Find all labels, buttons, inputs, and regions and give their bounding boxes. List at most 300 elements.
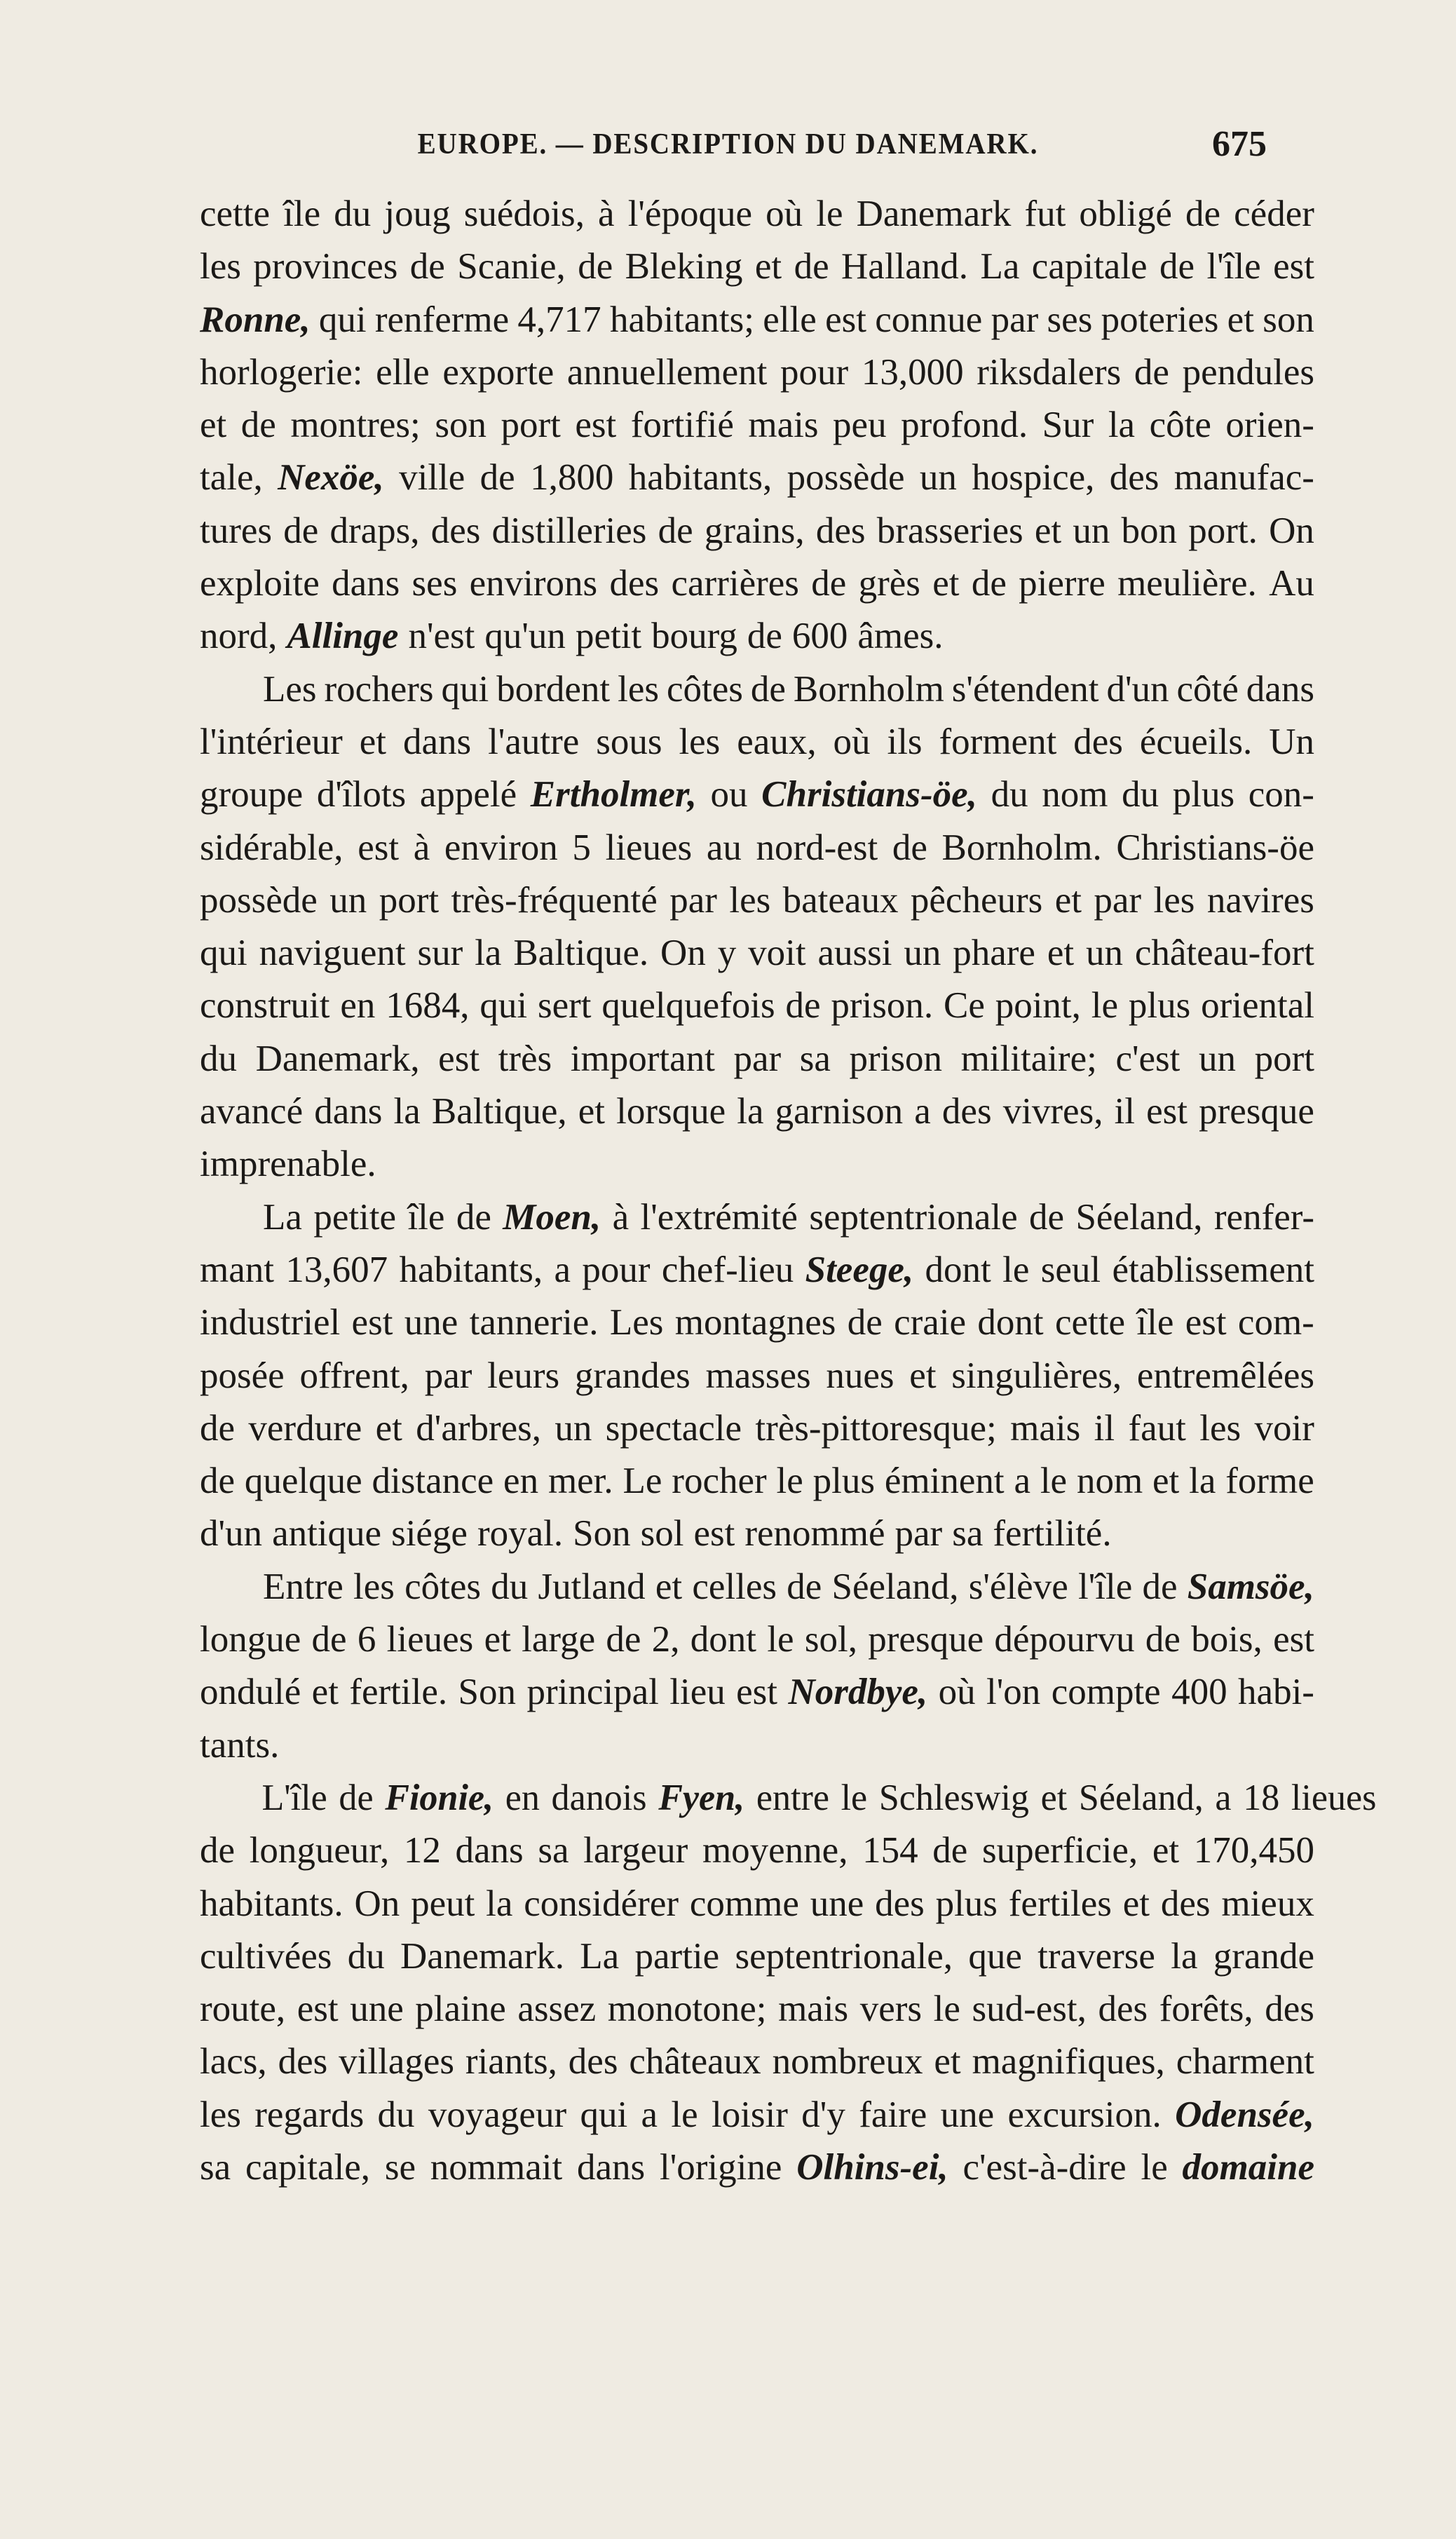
word: renommé — [744, 1513, 885, 1555]
word: spectacle — [605, 1407, 742, 1449]
word: des — [568, 2041, 618, 2083]
word: groupe — [200, 774, 304, 815]
word: petit — [575, 616, 642, 657]
word: mais — [778, 1989, 849, 2030]
word: des — [278, 2041, 328, 2083]
word: Danemark, — [255, 1038, 420, 1079]
word: il — [1094, 1407, 1115, 1449]
word: joug — [384, 194, 451, 234]
word: 2, — [651, 1619, 680, 1660]
word: profond. — [901, 405, 1028, 446]
word: navires — [1206, 879, 1314, 921]
text-line — [200, 663, 1314, 716]
word: l'on — [986, 1672, 1041, 1713]
word: la — [1189, 1461, 1216, 1502]
text-line — [200, 980, 1314, 1032]
word: On — [354, 1883, 400, 1924]
word: de — [200, 1461, 236, 1502]
text-line — [200, 1085, 1314, 1138]
word: 1684, — [386, 985, 470, 1027]
word: de — [1185, 194, 1221, 234]
word: et — [484, 1619, 511, 1660]
word: est — [693, 1513, 735, 1555]
word: faut — [1128, 1407, 1186, 1449]
text-line — [200, 1191, 1314, 1244]
word: les — [1199, 1407, 1241, 1449]
word: est — [438, 1038, 480, 1079]
word: de — [1159, 246, 1195, 287]
word: en — [340, 985, 376, 1027]
word: et — [1122, 1883, 1150, 1924]
word: 13,607 — [285, 1249, 388, 1290]
word: montagnes — [674, 1302, 836, 1343]
word: son — [435, 405, 487, 446]
text-line — [200, 1296, 1314, 1349]
word: a — [1215, 1777, 1232, 1818]
word: et — [1227, 299, 1254, 340]
word: Baltique, — [431, 1091, 567, 1132]
word: de — [578, 246, 613, 287]
word: Nordbye, — [788, 1672, 928, 1713]
word: et — [311, 1672, 339, 1713]
word: danois — [551, 1777, 647, 1818]
word: Les — [609, 1302, 664, 1343]
word: en — [505, 1777, 540, 1818]
word: bateaux — [782, 879, 899, 921]
word: sa — [200, 2146, 231, 2188]
word: Séeland, — [831, 1566, 959, 1607]
word: dépourvu — [994, 1619, 1135, 1660]
word: qui — [479, 985, 528, 1027]
word: fertile. — [349, 1672, 448, 1713]
word: appelé — [419, 774, 517, 815]
word: d'un — [1106, 668, 1169, 710]
word: la — [1108, 405, 1136, 446]
word: et — [1034, 510, 1062, 551]
word: Ce — [943, 985, 985, 1027]
word: âmes. — [857, 616, 944, 657]
word: qui — [441, 668, 489, 710]
word: plaine — [415, 1989, 506, 2030]
word: est — [351, 1302, 393, 1343]
word: presque — [868, 1619, 984, 1660]
word: par — [669, 879, 717, 921]
word: longueur, — [249, 1830, 390, 1871]
word: nues — [826, 1355, 894, 1396]
word: le — [933, 1989, 960, 2030]
word: annuellement — [566, 351, 768, 393]
word: qui — [318, 299, 367, 340]
word: l'origine — [660, 2146, 782, 2188]
text-line — [200, 1350, 1314, 1402]
word: des — [1073, 721, 1123, 762]
word: Ronne, — [200, 299, 311, 340]
word: au — [706, 827, 742, 868]
word: lieues — [1291, 1777, 1377, 1818]
word: de — [785, 985, 821, 1027]
word: naviguent — [259, 933, 406, 974]
text-line — [200, 1983, 1314, 2036]
word: sert — [537, 985, 592, 1027]
word: les — [1153, 879, 1195, 921]
word: voyageur — [428, 2094, 567, 2135]
word: route, — [200, 1989, 286, 2030]
word: 600 — [791, 616, 848, 657]
word: se — [384, 2146, 416, 2188]
word: un — [329, 879, 367, 921]
word: l'île — [1077, 1566, 1133, 1607]
word: pierre — [1019, 563, 1105, 604]
word: son — [1263, 299, 1314, 340]
word: une — [940, 2094, 995, 2135]
word: Au — [1269, 563, 1314, 604]
word: les — [200, 246, 241, 287]
word: de — [1142, 1566, 1178, 1607]
word: écueils. — [1139, 721, 1253, 762]
word: une — [350, 1989, 404, 2030]
word: île — [1136, 1302, 1174, 1343]
word: des — [815, 510, 866, 551]
word: ils — [887, 721, 923, 762]
word: pour — [780, 351, 849, 393]
text-line — [200, 399, 1314, 452]
word: dont — [977, 1302, 1044, 1343]
word: industriel — [200, 1302, 341, 1343]
word: largeur — [583, 1830, 688, 1871]
word: domaine — [1182, 2146, 1314, 2188]
word: cette — [1055, 1302, 1126, 1343]
word: habitants, — [399, 1249, 543, 1290]
word: pêcheurs — [910, 879, 1043, 921]
text-line — [200, 1508, 1314, 1560]
word: mer. — [547, 1461, 613, 1502]
word: Sur — [1042, 405, 1094, 446]
text-line — [200, 2089, 1314, 2141]
word: entremêlées — [1136, 1355, 1314, 1396]
word: tale, — [200, 457, 263, 499]
word: le — [1040, 1461, 1068, 1502]
word: Jutland — [538, 1566, 646, 1607]
word: dans — [1246, 668, 1314, 710]
word: où — [833, 721, 871, 762]
word: côtes — [666, 668, 743, 710]
word: dans — [314, 1091, 383, 1132]
word: île — [407, 1196, 445, 1238]
word: septentrionale — [809, 1196, 1018, 1238]
word: dans — [577, 2146, 646, 2188]
word: dans — [402, 721, 472, 762]
word: 154 — [862, 1830, 918, 1871]
word: grès — [858, 563, 920, 604]
word: On — [660, 933, 706, 974]
word: verdure — [248, 1407, 362, 1449]
word: où — [938, 1672, 976, 1713]
word: grains, — [704, 510, 805, 551]
word: a — [1014, 1461, 1030, 1502]
word: et — [1040, 1777, 1068, 1818]
word: par — [733, 1038, 782, 1079]
word: un — [1198, 1038, 1236, 1079]
word: et — [1047, 933, 1075, 974]
word: L'île — [261, 1777, 327, 1818]
word: établissement — [1112, 1249, 1314, 1290]
page-header — [0, 124, 1456, 177]
word: distilleries — [491, 510, 647, 551]
text-line — [200, 927, 1314, 980]
word: s'étendent — [951, 668, 1099, 710]
word: nom — [1076, 1461, 1143, 1502]
word: Séeland, — [1075, 1196, 1203, 1238]
word: Christians-öe — [1116, 827, 1314, 868]
word: le — [671, 2094, 698, 2135]
word: poteries — [1101, 299, 1219, 340]
word: très-pittoresque; — [755, 1407, 997, 1449]
word: Odensée, — [1175, 2094, 1314, 2135]
word: tants. — [200, 1724, 280, 1766]
word: bois, — [1191, 1619, 1263, 1660]
word: provinces — [253, 246, 398, 287]
word: port — [1254, 1038, 1314, 1079]
word: prison — [849, 1038, 942, 1079]
word: Entre — [263, 1566, 343, 1607]
word: le — [1141, 2146, 1168, 2188]
word: de — [971, 563, 1007, 604]
word: septentrionale, — [735, 1935, 953, 1977]
word: important — [570, 1038, 715, 1079]
word: la — [1171, 1935, 1198, 1977]
word: con- — [1248, 774, 1314, 815]
word: port — [501, 405, 561, 446]
word: bourg — [651, 616, 737, 657]
word: port — [379, 879, 440, 921]
word: nom — [1042, 774, 1108, 815]
word: draps, — [329, 510, 420, 551]
word: phare — [953, 933, 1035, 974]
word: où — [766, 194, 803, 234]
word: l'époque — [627, 194, 753, 234]
word: plus — [935, 1883, 998, 1924]
word: par — [991, 299, 1039, 340]
word: singulières, — [951, 1355, 1122, 1396]
word: nommait — [430, 2146, 563, 2188]
word: cette — [200, 194, 271, 234]
word: du — [334, 194, 372, 234]
word: la — [393, 1091, 421, 1132]
word: l'autre — [488, 721, 580, 762]
word: d'îlots — [316, 774, 407, 815]
word: Son — [458, 1672, 517, 1713]
word: a — [641, 2094, 658, 2135]
word: large — [522, 1619, 596, 1660]
text-line — [200, 1244, 1314, 1296]
word: c'est — [1115, 1038, 1181, 1079]
word: est — [297, 1989, 339, 2030]
word: grande — [1213, 1935, 1314, 1977]
word: garnison — [775, 1091, 904, 1132]
word: île — [283, 194, 321, 234]
word: brasseries — [876, 510, 1023, 551]
word: aussi — [817, 933, 892, 974]
word: vers — [859, 1989, 923, 2030]
word: pour — [582, 1249, 651, 1290]
word: du — [347, 1935, 385, 1977]
word: superficie, — [981, 1830, 1138, 1871]
word: Fyen, — [658, 1777, 745, 1818]
word: le — [767, 1619, 794, 1660]
word: s'élève — [968, 1566, 1068, 1607]
text-line — [200, 1666, 1314, 1719]
word: charment — [1176, 2041, 1314, 2083]
word: 12 — [403, 1830, 441, 1871]
word: obligé — [1079, 194, 1172, 234]
word: peu — [833, 405, 887, 446]
text-line — [200, 346, 1314, 399]
word: rocher — [672, 1461, 767, 1502]
word: eaux, — [737, 721, 817, 762]
word: le — [1091, 985, 1119, 1027]
word: est — [736, 1672, 778, 1713]
word: lieues — [386, 1619, 474, 1660]
word: dans — [332, 563, 400, 604]
word: sa — [799, 1038, 831, 1079]
word: regards — [254, 2094, 365, 2135]
text-line — [200, 557, 1314, 610]
word: presque — [1199, 1091, 1314, 1132]
text-line — [200, 1402, 1314, 1455]
word: nord, — [200, 616, 278, 657]
word: Danemark — [856, 194, 1012, 234]
word: fortifié — [630, 405, 734, 446]
word: magnifiques, — [972, 2041, 1165, 2083]
word: à — [612, 1196, 630, 1238]
word: des — [1109, 457, 1159, 499]
text-line — [200, 1878, 1314, 1930]
word: traverse — [1037, 1935, 1155, 1977]
word: ses — [411, 563, 458, 604]
word: sud-est, — [972, 1989, 1087, 2030]
word: la — [475, 933, 502, 974]
word: connue — [875, 299, 983, 340]
word: royal. — [477, 1513, 564, 1555]
word: un — [1085, 933, 1123, 974]
word: plus — [1128, 985, 1191, 1027]
word: des — [609, 563, 660, 604]
word: forêts, — [1159, 1989, 1253, 2030]
word: des — [1098, 1989, 1148, 2030]
word: militaire; — [960, 1038, 1097, 1079]
word: 400 — [1171, 1672, 1227, 1713]
word: capitale, — [245, 2146, 370, 2188]
word: qu'un — [484, 616, 566, 657]
word: un — [1073, 510, 1110, 551]
word: elle — [376, 351, 430, 393]
word: sidérable, — [200, 827, 343, 868]
word: qui — [200, 933, 247, 974]
word: d'y — [801, 2094, 845, 2135]
word: lorsque — [616, 1091, 726, 1132]
word: loisir — [711, 2094, 788, 2135]
word: de — [200, 1407, 236, 1449]
word: 13,000 — [861, 351, 964, 393]
word: y — [717, 933, 737, 974]
word: et — [1054, 879, 1082, 921]
word: port. — [1188, 510, 1258, 551]
text-line — [200, 2036, 1314, 2088]
word: point, — [995, 985, 1081, 1027]
word: de — [339, 1777, 374, 1818]
word: ou — [710, 774, 748, 815]
word: de — [479, 457, 515, 499]
word: 6 — [357, 1619, 376, 1660]
word: Schleswig — [878, 1777, 1029, 1818]
word: de — [606, 1619, 641, 1660]
word: est — [575, 405, 617, 446]
word: lieues — [605, 827, 693, 868]
word: forment — [939, 721, 1057, 762]
word: voir — [1254, 1407, 1314, 1449]
word: fertiles — [1008, 1883, 1112, 1924]
text-line — [200, 1033, 1314, 1085]
word: des — [941, 1091, 992, 1132]
word: orien- — [1225, 405, 1314, 446]
word: et — [578, 1091, 606, 1132]
word: La — [980, 246, 1020, 287]
word: voit — [748, 933, 806, 974]
word: Fionie, — [385, 1777, 494, 1818]
word: considérer — [524, 1883, 679, 1924]
word: est — [825, 299, 866, 340]
text-line — [200, 822, 1314, 874]
word: sol, — [804, 1619, 857, 1660]
word: habitants. — [200, 1883, 343, 1924]
text-line — [200, 1455, 1314, 1508]
word: tannerie. — [469, 1302, 599, 1343]
word: fertilité. — [993, 1513, 1112, 1555]
word: tures — [200, 510, 273, 551]
word: forme — [1225, 1461, 1314, 1502]
word: Scanie, — [457, 246, 566, 287]
word: Son — [573, 1513, 631, 1555]
word: et — [934, 2041, 961, 2083]
word: grandes — [574, 1355, 690, 1396]
word: les — [679, 721, 721, 762]
word: de — [1134, 351, 1169, 393]
word: du — [491, 1566, 529, 1607]
text-line — [200, 1138, 1314, 1191]
word: et — [200, 405, 227, 446]
word: et — [375, 1407, 402, 1449]
word: côte — [1149, 405, 1211, 446]
word: de — [283, 510, 319, 551]
word: exploite — [200, 563, 320, 604]
word: ondulé — [200, 1672, 301, 1713]
word: ses — [1047, 299, 1093, 340]
word: les — [729, 879, 771, 921]
word: pendules — [1182, 351, 1314, 393]
word: nombreux — [772, 2041, 923, 2083]
word: de — [892, 827, 927, 868]
word: habitants, — [628, 457, 773, 499]
text-line — [200, 241, 1314, 293]
word: des — [875, 1883, 925, 1924]
word: ville — [399, 457, 465, 499]
word: faire — [859, 2094, 927, 2135]
word: de — [1145, 1619, 1181, 1660]
word: il — [1114, 1091, 1136, 1132]
word: vivres, — [1002, 1091, 1103, 1132]
word: de — [794, 246, 829, 287]
word: sol — [640, 1513, 684, 1555]
